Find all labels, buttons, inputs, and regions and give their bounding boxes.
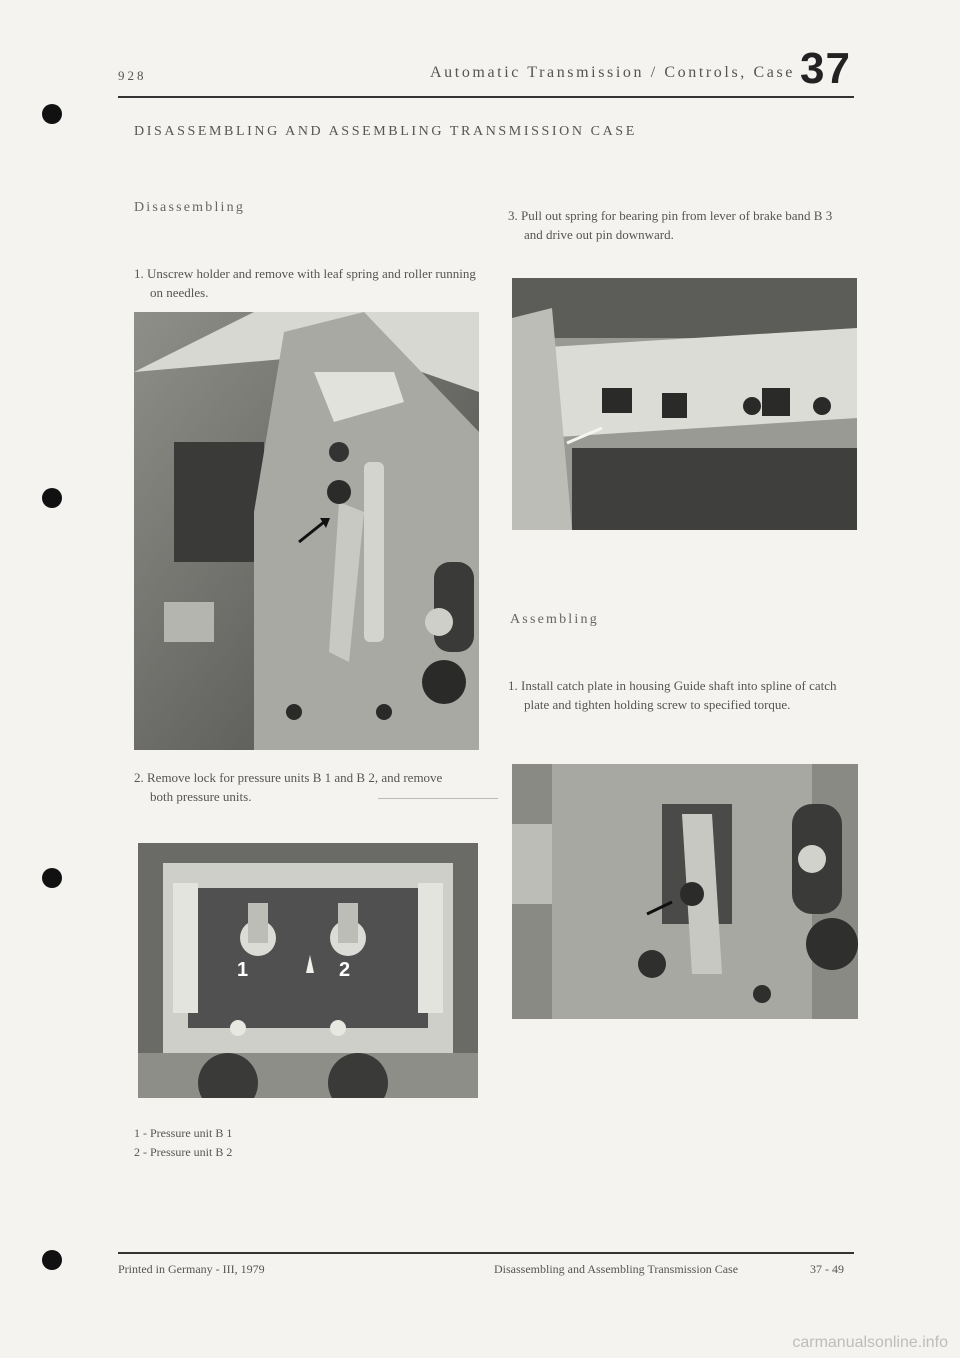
header-model: 928 — [118, 68, 147, 83]
header-title: Automatic Transmission / Controls, Case — [430, 64, 795, 81]
legend-item: 1 - Pressure unit B 1 — [134, 1126, 233, 1140]
legend — [134, 1124, 232, 1162]
footer-rule — [118, 1252, 854, 1254]
binder-hole — [42, 868, 62, 888]
callout-2: 2 — [339, 959, 351, 981]
footer-section: Disassembling and Assembling Transmission Case — [494, 1262, 739, 1276]
disassembling-step-3: 3. Pull out spring for bearing pin from lever of brake band B 3 and drive out pin downward. — [508, 208, 833, 242]
legend-item: 2 - Pressure unit B 2 — [134, 1145, 233, 1159]
photo-holder-leaf-spring — [134, 312, 479, 750]
binder-hole — [42, 488, 62, 508]
main-heading: DISASSEMBLING AND ASSEMBLING TRANSMISSION CASE — [134, 124, 637, 139]
assembling-step-1: 1. Install catch plate in housing Guide shaft into spline of catch plate and tighten holding screw to specified torque. — [508, 678, 837, 712]
binder-hole — [42, 1250, 62, 1270]
disassembling-heading: Disassembling — [134, 200, 246, 215]
disassembling-step-1: 1. Unscrew holder and remove with leaf spring and roller running on needles. — [134, 266, 476, 300]
photo-catch-plate — [512, 764, 858, 1019]
photo-pressure-units — [138, 843, 478, 1098]
footer-printed: Printed in Germany - III, 1979 — [118, 1262, 265, 1276]
divider-line — [378, 798, 498, 799]
photo-brake-band-lever — [512, 278, 857, 530]
disassembling-step-2: 2. Remove lock for pressure units B 1 and B 2, and remove both pressure units. — [134, 770, 443, 804]
binder-hole — [42, 104, 62, 124]
callout-1: 1 — [237, 959, 249, 981]
watermark: carmanualsonline.info — [792, 1334, 948, 1351]
assembling-heading: Assembling — [510, 612, 599, 627]
footer-page: 37 - 49 — [810, 1262, 844, 1276]
header-rule — [118, 96, 854, 98]
group-number: 37 — [800, 44, 851, 93]
